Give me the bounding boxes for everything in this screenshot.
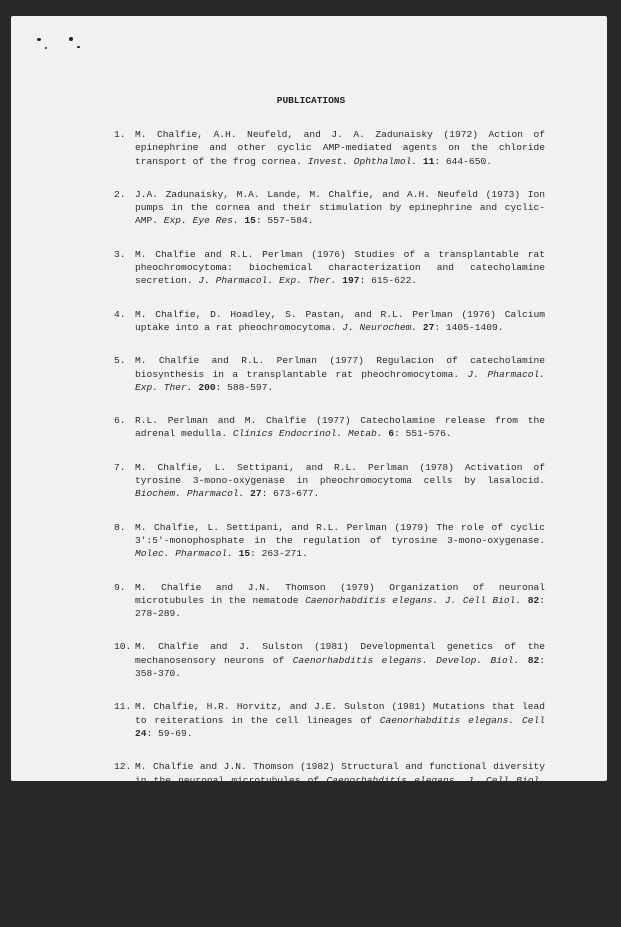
citation-segment: M. Chalfie and J.N. Thomson (1979) Organization of neuronal microtubules in the nematode: [135, 581, 545, 606]
journal-title: Caenorhabditis elegans. Develop. Biol.: [292, 654, 520, 666]
page-title: PUBLICATIONS: [276, 95, 346, 106]
citation-text: [135, 640, 545, 680]
citation-text: [135, 308, 545, 335]
citation-segment: : 644-650.: [434, 155, 492, 167]
volume-number: 15: [244, 215, 256, 227]
publication-entry: [0, 521, 621, 561]
citation-segment: M. Chalfie, L. Settipani, and R.L. Perlman (1979) The role of cyclic 3′:5′-monophosphate in the regulation of tyrosine 3-mono-oxygenase.: [135, 521, 545, 546]
scan-speck: [37, 38, 41, 41]
volume-number: 6: [388, 428, 395, 440]
citation-segment: neurons.: [135, 894, 187, 906]
journal-title: Caenorhabditis elegans. J. Cell Biol.: [326, 774, 545, 786]
journal-title: Molec. Pharmacol.: [135, 548, 233, 560]
journal-title: Cold Spring Narb. Symp. Quant. Biol.: [186, 894, 395, 906]
entry-number: 7.: [114, 461, 126, 473]
citation-segment: M. Chalfie (1982) Microtubule structure in: [135, 880, 414, 892]
volume-number: 216: [181, 847, 199, 859]
citation-segment: : 358-370.: [135, 654, 545, 680]
citation-text: [135, 248, 545, 288]
entry-number: 10.: [114, 641, 132, 653]
citation-segment: M. Chalfie and J.N. Thomson (1982) Structural and functional diversity in the neuronal microtubules of: [135, 761, 545, 786]
citation-text: [135, 354, 545, 394]
publication-entry: [0, 640, 621, 680]
citation-segment: M. Chalfie and R.L. Perlman (1977) Regulacion of catecholamine biosynthesis in a transplantable rat pheochromocytoma.: [135, 355, 545, 380]
citation-segment: : 551-576.: [394, 428, 452, 440]
citation-segment: : 1012-1014.: [198, 847, 268, 859]
entry-number: 8.: [114, 521, 126, 533]
citation-segment: M. Chalfie, D. Hoadley, S. Pastan, and R.L. Perlman (1976) Calcium uptake into a rat pheochromocytoma.: [135, 308, 545, 333]
volume-number: 27: [250, 488, 262, 500]
entry-number: 12.: [114, 761, 132, 773]
volume-number: 82: [527, 654, 540, 666]
citation-segment: : 15-23.: [146, 787, 193, 799]
entry-number: 13.: [114, 821, 132, 833]
citation-text: [135, 880, 545, 907]
entry-number: 6.: [114, 415, 126, 427]
citation-segment: M. Chalfie, L. Settipani, and R.L. Perlman (1978) Activation of tyrosine 3-mono-oxygenase in pheochromocytoma cells by lasalocid.: [135, 461, 545, 487]
publication-entry: [0, 308, 621, 335]
citation-segment: : 673-677.: [261, 488, 320, 500]
citation-segment: : 59-69.: [146, 727, 193, 739]
citation-segment: M. Chalfie and R.L. Perlman (1976) Studies of a transplantable rat pheochromocytoma: biochemical characterization and catecholamine secretion.: [135, 248, 545, 287]
entry-number: 5.: [114, 355, 126, 367]
journal-title: J. Neurochem.: [342, 321, 418, 333]
volume-number: 15: [238, 548, 251, 560]
publication-entry: [0, 581, 621, 621]
journal-title: Caenorhabditis elegans: [413, 880, 545, 892]
volume-number: 82: [527, 594, 540, 606]
entry-number: 9.: [114, 581, 126, 593]
citation-segment: M. Chalfie, H.R. Horvitz, and J.E. Sulston (1981) Mutations that lead to reiterations in the cell lineages of: [135, 701, 545, 726]
publication-entry: [0, 128, 621, 168]
entry-number: 1.: [114, 129, 126, 140]
citation-segment: : 263-271.: [250, 548, 308, 560]
journal-title: Invest. Ophthalmol.: [307, 155, 418, 167]
citation-text: [135, 414, 545, 441]
publication-entry: [0, 880, 621, 907]
citation-segment: R.L. Perlman and M. Chalfie (1977) Catecholamine release from the adrenal medulla.: [135, 415, 545, 440]
journal-title: Clinics Endocrinol. Metab.: [232, 428, 383, 440]
volume-number: 27: [422, 321, 435, 333]
publication-entry: [0, 760, 621, 800]
scan-speck: [69, 37, 73, 41]
publication-entry: [0, 700, 621, 740]
citation-text: [135, 700, 545, 740]
volume-number: 11: [422, 155, 435, 167]
entry-number: 2.: [114, 188, 126, 200]
citation-text: [135, 521, 545, 561]
citation-text: [135, 760, 545, 800]
entry-number: 3.: [114, 248, 126, 260]
citation-segment: : 615-622.: [359, 275, 418, 287]
citation-segment: : 278-289.: [135, 594, 545, 620]
publication-entry: [0, 248, 621, 288]
publication-entry: [0, 354, 621, 394]
citation-segment: M. Chalfie, A.H. Neufeld, and J. A. Zadunaisky (1972) Action of epinephrine and other cyclic AMP-mediated agents on the chloride transport of the frog cornea.: [135, 129, 545, 167]
journal-title: J. Pharmacol. Exp. Ther.: [135, 368, 546, 393]
journal-title: J. Pharmacol. Exp. Ther.: [198, 275, 337, 287]
publication-entry: [0, 188, 621, 228]
citation-text: [135, 581, 545, 621]
scan-speck: [77, 46, 80, 48]
publication-entry: [0, 414, 621, 441]
citation-text: [135, 820, 545, 860]
volume-number: 24: [135, 727, 147, 739]
citation-segment: : 588-597.: [215, 381, 274, 393]
entry-number: 11.: [114, 701, 132, 713]
citation-segment: H.R. Horvitz, M. Chalfie, C. Trent, J.E. Sulston, and P.D. Evans (1982) Serotonin and octopamine in the nematode: [135, 821, 545, 846]
publication-entry: [0, 461, 621, 501]
volume-number: 46: [399, 894, 412, 906]
volume-number: 197: [342, 275, 360, 287]
citation-text: [135, 461, 545, 501]
journal-title: Exp. Eye Res.: [163, 215, 239, 227]
publication-list: [0, 128, 621, 927]
journal-title: Caenorhabditis elegans. Science: [135, 834, 546, 859]
citation-text: [135, 128, 545, 168]
journal-title: Biochem. Pharmacol.: [135, 488, 245, 500]
volume-number: 200: [198, 381, 216, 393]
scan-speck: [45, 47, 47, 49]
publication-entry: [0, 820, 621, 860]
entry-number: 14.: [114, 880, 132, 892]
entry-number: 4.: [114, 308, 126, 320]
citation-text: [135, 188, 545, 228]
citation-segment: : 255-261.: [411, 894, 469, 906]
citation-segment: J.A. Zadunaisky, M.A. Lande, M. Chalfie, and A.H. Neufeld (1973) Ion pumps in the cornea and their stimulation by epinephrine and cyclic-AMP.: [135, 188, 545, 227]
citation-segment: [519, 655, 527, 666]
journal-title: Caenorhabditis elegans. Cell: [379, 714, 545, 726]
citation-segment: M. Chalfie and J. Sulston (1981) Developmental genetics of the mechanosensory neurons of: [135, 641, 545, 666]
citation-segment: : 1405-1409.: [434, 321, 504, 333]
journal-title: Caenorhabditis elegans. J. Cell Biol.: [305, 594, 522, 606]
citation-segment: : 557-584.: [255, 215, 314, 227]
volume-number: 93: [135, 787, 147, 799]
